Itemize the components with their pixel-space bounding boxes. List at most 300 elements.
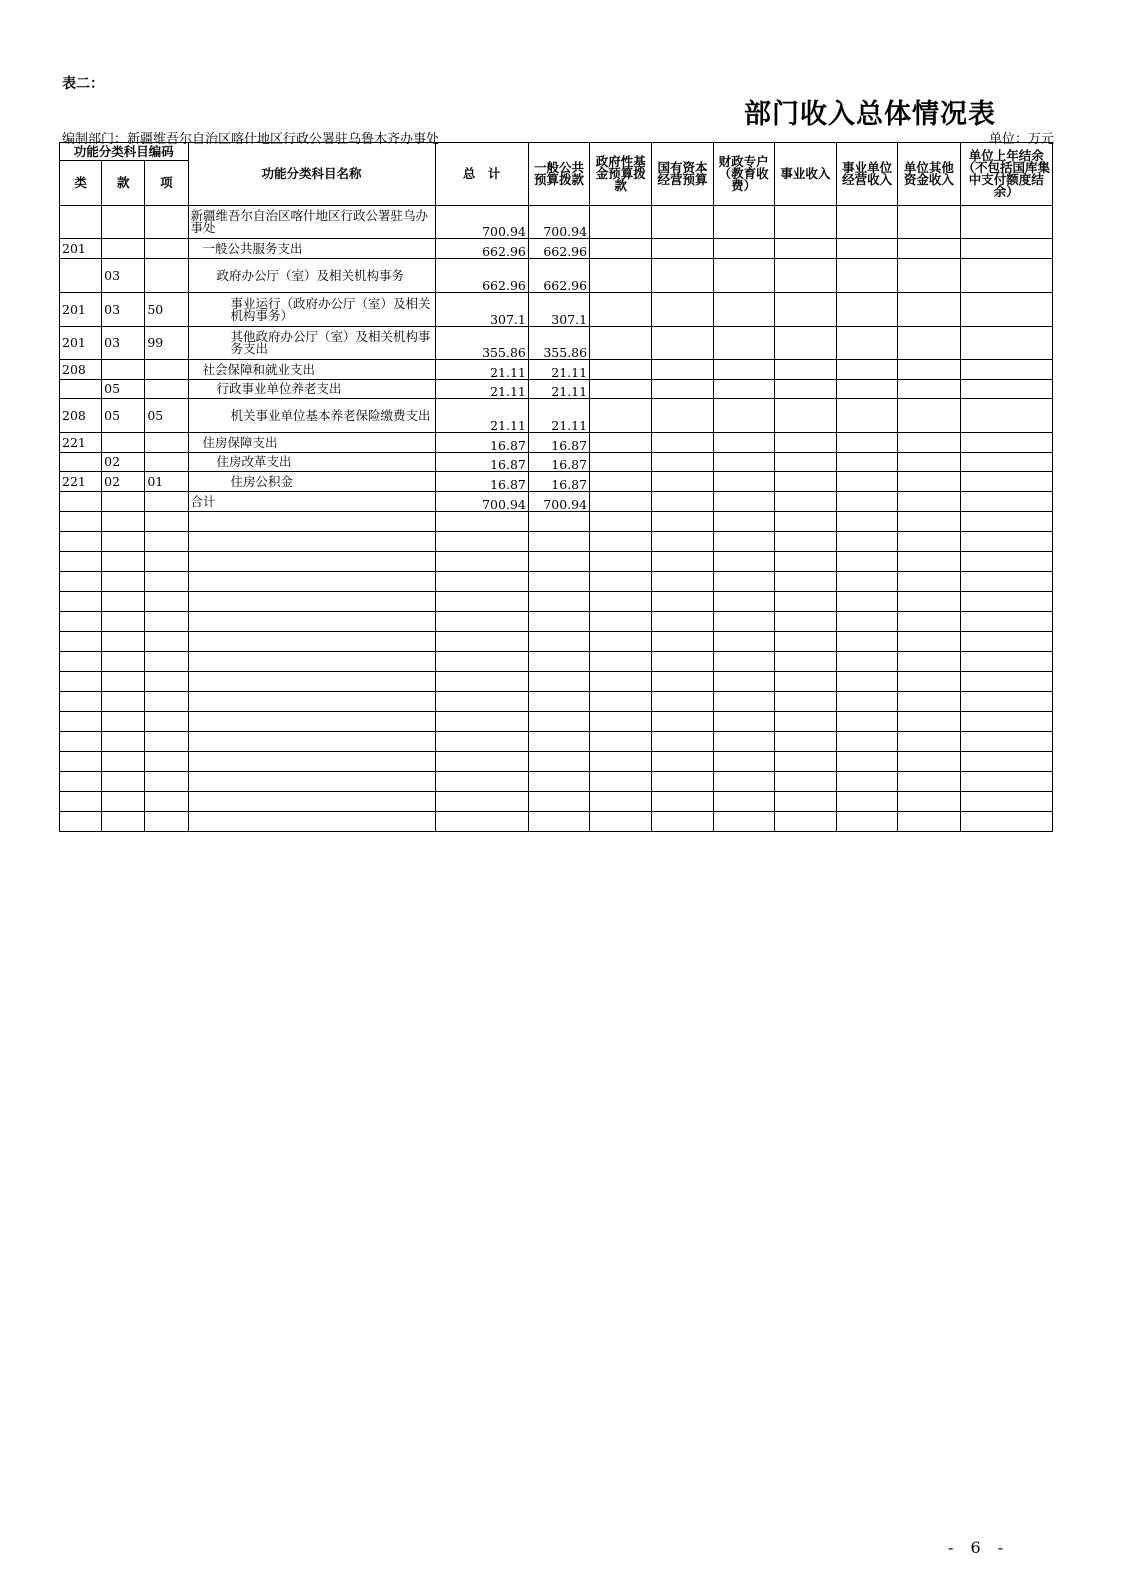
empty-cell: [774, 532, 836, 552]
header-kuan: 款: [102, 161, 145, 206]
cell-kuan: [102, 492, 145, 512]
empty-cell: [590, 692, 652, 712]
page-title: 部门收入总体情况表: [744, 99, 996, 130]
empty-cell: [102, 572, 145, 592]
empty-cell: [528, 552, 589, 572]
cell-state-capital: [652, 327, 713, 360]
empty-cell: [435, 552, 528, 572]
cell-other-funds: [898, 453, 960, 472]
cell-special-account: [713, 259, 774, 293]
cell-lei: [60, 453, 102, 472]
cell-state-capital: [652, 259, 713, 293]
cell-prior-balance: [960, 239, 1053, 259]
empty-cell: [145, 592, 188, 612]
cell-lei: [60, 259, 102, 293]
cell-business-operating: [837, 360, 898, 380]
empty-cell: [590, 732, 652, 752]
empty-cell: [837, 512, 898, 532]
empty-cell: [435, 672, 528, 692]
table-row: [60, 239, 1053, 259]
empty-cell: [145, 672, 188, 692]
cell-xiang: [145, 239, 188, 259]
empty-cell: [898, 812, 960, 832]
empty-row: [60, 512, 1053, 532]
table-label: 表二：: [62, 76, 104, 92]
cell-total: 700.94: [435, 492, 528, 512]
empty-cell: [590, 672, 652, 692]
empty-row: [60, 652, 1053, 672]
header-other-funds: 单位其他资金收入: [898, 143, 960, 206]
empty-cell: [774, 792, 836, 812]
empty-cell: [188, 692, 435, 712]
cell-prior-balance: [960, 492, 1053, 512]
empty-cell: [713, 532, 774, 552]
empty-row: [60, 712, 1053, 732]
cell-business-income: [774, 492, 836, 512]
empty-cell: [652, 612, 713, 632]
cell-lei: 201: [60, 293, 102, 327]
table-row: [60, 433, 1053, 453]
empty-cell: [60, 712, 102, 732]
empty-cell: [528, 712, 589, 732]
cell-business-income: [774, 453, 836, 472]
empty-cell: [713, 592, 774, 612]
empty-cell: [837, 732, 898, 752]
empty-cell: [898, 672, 960, 692]
cell-gov-fund: [590, 360, 652, 380]
empty-cell: [960, 652, 1053, 672]
empty-cell: [590, 612, 652, 632]
empty-cell: [60, 792, 102, 812]
cell-business-income: [774, 380, 836, 399]
header-business-operating: 事业单位经营收入: [837, 143, 898, 206]
empty-cell: [528, 692, 589, 712]
empty-cell: [590, 792, 652, 812]
empty-cell: [188, 652, 435, 672]
empty-cell: [774, 732, 836, 752]
empty-cell: [960, 612, 1053, 632]
empty-cell: [590, 812, 652, 832]
empty-cell: [713, 552, 774, 572]
empty-cell: [960, 792, 1053, 812]
empty-cell: [528, 512, 589, 532]
empty-cell: [713, 712, 774, 732]
header-state-capital: 国有资本经营预算: [652, 143, 713, 206]
cell-name: 其他政府办公厅（室）及相关机构事务支出: [188, 327, 435, 360]
empty-cell: [102, 672, 145, 692]
empty-row: [60, 532, 1053, 552]
empty-row: [60, 692, 1053, 712]
cell-kuan: 03: [102, 327, 145, 360]
empty-cell: [898, 652, 960, 672]
empty-row: [60, 772, 1053, 792]
empty-cell: [528, 772, 589, 792]
table-row: [60, 293, 1053, 327]
empty-cell: [590, 512, 652, 532]
cell-general-budget: 700.94: [528, 492, 589, 512]
empty-cell: [898, 712, 960, 732]
empty-cell: [435, 732, 528, 752]
empty-row: [60, 752, 1053, 772]
empty-cell: [188, 632, 435, 652]
cell-special-account: [713, 327, 774, 360]
table-row: [60, 492, 1053, 512]
table-row: [60, 380, 1053, 399]
cell-other-funds: [898, 399, 960, 433]
empty-cell: [590, 572, 652, 592]
income-table: [59, 142, 1053, 832]
empty-cell: [837, 772, 898, 792]
empty-cell: [713, 612, 774, 632]
empty-cell: [60, 592, 102, 612]
empty-cell: [960, 752, 1053, 772]
empty-cell: [60, 632, 102, 652]
table-row: [60, 453, 1053, 472]
cell-prior-balance: [960, 206, 1053, 239]
empty-cell: [713, 812, 774, 832]
empty-cell: [837, 752, 898, 772]
cell-prior-balance: [960, 380, 1053, 399]
empty-cell: [960, 692, 1053, 712]
cell-total: 307.1: [435, 293, 528, 327]
empty-cell: [435, 712, 528, 732]
empty-cell: [652, 592, 713, 612]
cell-state-capital: [652, 239, 713, 259]
empty-cell: [652, 652, 713, 672]
empty-cell: [774, 812, 836, 832]
empty-cell: [60, 732, 102, 752]
empty-cell: [774, 612, 836, 632]
empty-cell: [713, 732, 774, 752]
empty-cell: [898, 552, 960, 572]
cell-business-income: [774, 433, 836, 453]
empty-cell: [774, 672, 836, 692]
cell-general-budget: 16.87: [528, 433, 589, 453]
cell-xiang: 01: [145, 472, 188, 492]
empty-row: [60, 552, 1053, 572]
cell-gov-fund: [590, 453, 652, 472]
cell-name: 住房公积金: [188, 472, 435, 492]
empty-cell: [188, 512, 435, 532]
empty-cell: [102, 592, 145, 612]
empty-cell: [528, 732, 589, 752]
cell-prior-balance: [960, 433, 1053, 453]
cell-special-account: [713, 453, 774, 472]
cell-total: 21.11: [435, 399, 528, 433]
empty-cell: [435, 652, 528, 672]
cell-business-income: [774, 239, 836, 259]
cell-other-funds: [898, 327, 960, 360]
header-lei: 类: [60, 161, 102, 206]
cell-gov-fund: [590, 380, 652, 399]
empty-cell: [652, 752, 713, 772]
cell-name: 事业运行（政府办公厅（室）及相关机构事务）: [188, 293, 435, 327]
empty-cell: [60, 572, 102, 592]
empty-cell: [145, 572, 188, 592]
cell-general-budget: 21.11: [528, 360, 589, 380]
cell-lei: 201: [60, 239, 102, 259]
empty-cell: [102, 772, 145, 792]
empty-cell: [652, 632, 713, 652]
empty-cell: [145, 732, 188, 752]
cell-xiang: 99: [145, 327, 188, 360]
cell-gov-fund: [590, 293, 652, 327]
empty-cell: [652, 552, 713, 572]
cell-business-operating: [837, 327, 898, 360]
empty-cell: [188, 592, 435, 612]
cell-name: 住房改革支出: [188, 453, 435, 472]
empty-cell: [102, 532, 145, 552]
empty-cell: [898, 732, 960, 752]
empty-cell: [713, 572, 774, 592]
empty-row: [60, 812, 1053, 832]
empty-cell: [652, 792, 713, 812]
cell-business-operating: [837, 399, 898, 433]
empty-cell: [837, 552, 898, 572]
cell-business-income: [774, 327, 836, 360]
cell-other-funds: [898, 472, 960, 492]
empty-cell: [435, 772, 528, 792]
empty-cell: [145, 612, 188, 632]
empty-cell: [145, 712, 188, 732]
empty-row: [60, 592, 1053, 612]
empty-cell: [898, 572, 960, 592]
cell-business-operating: [837, 453, 898, 472]
empty-cell: [774, 512, 836, 532]
header-gov-fund: 政府性基金预算拨款: [590, 143, 652, 206]
cell-kuan: 03: [102, 293, 145, 327]
cell-business-operating: [837, 380, 898, 399]
empty-cell: [60, 752, 102, 772]
cell-lei: 221: [60, 433, 102, 453]
empty-cell: [774, 572, 836, 592]
cell-other-funds: [898, 259, 960, 293]
empty-cell: [145, 812, 188, 832]
cell-general-budget: 700.94: [528, 206, 589, 239]
cell-other-funds: [898, 360, 960, 380]
cell-name: 一般公共服务支出: [188, 239, 435, 259]
cell-general-budget: 307.1: [528, 293, 589, 327]
empty-cell: [435, 512, 528, 532]
cell-special-account: [713, 239, 774, 259]
empty-cell: [652, 732, 713, 752]
cell-total: 662.96: [435, 239, 528, 259]
cell-general-budget: 16.87: [528, 453, 589, 472]
empty-cell: [528, 792, 589, 812]
table-row: [60, 206, 1053, 239]
cell-xiang: [145, 453, 188, 472]
header-business-income: 事业收入: [774, 143, 836, 206]
cell-name: 住房保障支出: [188, 433, 435, 453]
empty-cell: [774, 772, 836, 792]
cell-kuan: 02: [102, 453, 145, 472]
empty-cell: [188, 712, 435, 732]
empty-cell: [960, 592, 1053, 612]
empty-cell: [713, 692, 774, 712]
empty-cell: [145, 532, 188, 552]
cell-gov-fund: [590, 492, 652, 512]
table-row: [60, 399, 1053, 433]
cell-xiang: [145, 206, 188, 239]
cell-gov-fund: [590, 399, 652, 433]
cell-business-operating: [837, 492, 898, 512]
cell-kuan: [102, 360, 145, 380]
empty-cell: [60, 552, 102, 572]
cell-xiang: [145, 433, 188, 453]
empty-cell: [528, 532, 589, 552]
cell-lei: 201: [60, 327, 102, 360]
cell-kuan: 03: [102, 259, 145, 293]
cell-general-budget: 355.86: [528, 327, 589, 360]
empty-cell: [898, 792, 960, 812]
empty-cell: [837, 532, 898, 552]
empty-cell: [652, 512, 713, 532]
empty-cell: [435, 692, 528, 712]
cell-other-funds: [898, 433, 960, 453]
empty-cell: [188, 572, 435, 592]
empty-cell: [145, 792, 188, 812]
cell-business-operating: [837, 239, 898, 259]
empty-cell: [528, 592, 589, 612]
cell-state-capital: [652, 472, 713, 492]
empty-cell: [898, 752, 960, 772]
empty-cell: [435, 812, 528, 832]
department-line: 编制部门：新疆维吾尔自治区喀什地区行政公署驻乌鲁木齐办事处: [62, 132, 440, 147]
empty-cell: [837, 812, 898, 832]
empty-cell: [960, 632, 1053, 652]
cell-special-account: [713, 293, 774, 327]
header-prior-balance: 单位上年结余（不包括国库集中支付额度结余）: [960, 143, 1053, 206]
cell-gov-fund: [590, 472, 652, 492]
empty-cell: [960, 552, 1053, 572]
empty-cell: [837, 612, 898, 632]
empty-row: [60, 732, 1053, 752]
cell-special-account: [713, 399, 774, 433]
empty-cell: [898, 512, 960, 532]
empty-cell: [102, 712, 145, 732]
cell-prior-balance: [960, 259, 1053, 293]
cell-general-budget: 21.11: [528, 399, 589, 433]
empty-cell: [188, 732, 435, 752]
cell-other-funds: [898, 293, 960, 327]
empty-cell: [102, 632, 145, 652]
empty-cell: [774, 752, 836, 772]
empty-cell: [102, 652, 145, 672]
cell-kuan: [102, 239, 145, 259]
cell-state-capital: [652, 206, 713, 239]
empty-cell: [590, 552, 652, 572]
cell-state-capital: [652, 399, 713, 433]
cell-business-income: [774, 259, 836, 293]
cell-prior-balance: [960, 472, 1053, 492]
cell-lei: [60, 206, 102, 239]
empty-cell: [435, 792, 528, 812]
cell-gov-fund: [590, 433, 652, 453]
empty-cell: [774, 552, 836, 572]
empty-cell: [435, 592, 528, 612]
empty-cell: [960, 532, 1053, 552]
empty-cell: [60, 532, 102, 552]
cell-kuan: [102, 206, 145, 239]
empty-cell: [102, 752, 145, 772]
cell-special-account: [713, 472, 774, 492]
empty-cell: [898, 592, 960, 612]
cell-xiang: 50: [145, 293, 188, 327]
empty-cell: [898, 772, 960, 792]
cell-business-operating: [837, 206, 898, 239]
cell-prior-balance: [960, 293, 1053, 327]
empty-cell: [837, 652, 898, 672]
empty-cell: [145, 512, 188, 532]
empty-cell: [960, 512, 1053, 532]
cell-general-budget: 16.87: [528, 472, 589, 492]
empty-cell: [528, 812, 589, 832]
empty-cell: [102, 512, 145, 532]
empty-cell: [837, 792, 898, 812]
table-row: [60, 472, 1053, 492]
empty-cell: [713, 632, 774, 652]
unit-label: 单位：万元: [988, 132, 1054, 147]
empty-row: [60, 632, 1053, 652]
empty-cell: [713, 512, 774, 532]
empty-cell: [590, 772, 652, 792]
cell-kuan: [102, 433, 145, 453]
table-row: [60, 360, 1053, 380]
cell-prior-balance: [960, 453, 1053, 472]
header-total: 总 计: [435, 143, 528, 206]
empty-cell: [435, 532, 528, 552]
cell-xiang: 05: [145, 399, 188, 433]
empty-cell: [435, 632, 528, 652]
cell-general-budget: 21.11: [528, 380, 589, 399]
empty-cell: [145, 652, 188, 672]
cell-total: 16.87: [435, 472, 528, 492]
cell-total: 21.11: [435, 360, 528, 380]
empty-cell: [837, 692, 898, 712]
cell-total: 662.96: [435, 259, 528, 293]
empty-cell: [898, 612, 960, 632]
table-row: [60, 259, 1053, 293]
empty-cell: [145, 692, 188, 712]
cell-special-account: [713, 492, 774, 512]
empty-cell: [713, 652, 774, 672]
empty-cell: [60, 812, 102, 832]
cell-xiang: [145, 492, 188, 512]
cell-prior-balance: [960, 399, 1053, 433]
empty-row: [60, 572, 1053, 592]
empty-cell: [60, 692, 102, 712]
cell-name: 合计: [188, 492, 435, 512]
header-general-budget: 一般公共预算拨款: [528, 143, 589, 206]
empty-cell: [590, 592, 652, 612]
cell-kuan: 02: [102, 472, 145, 492]
empty-cell: [60, 772, 102, 792]
cell-lei: [60, 380, 102, 399]
empty-cell: [713, 752, 774, 772]
empty-cell: [188, 812, 435, 832]
empty-cell: [837, 592, 898, 612]
cell-total: 16.87: [435, 453, 528, 472]
empty-cell: [652, 772, 713, 792]
empty-row: [60, 672, 1053, 692]
cell-gov-fund: [590, 327, 652, 360]
empty-cell: [528, 752, 589, 772]
empty-cell: [528, 632, 589, 652]
empty-cell: [774, 632, 836, 652]
empty-cell: [102, 792, 145, 812]
empty-cell: [590, 712, 652, 732]
empty-cell: [435, 612, 528, 632]
